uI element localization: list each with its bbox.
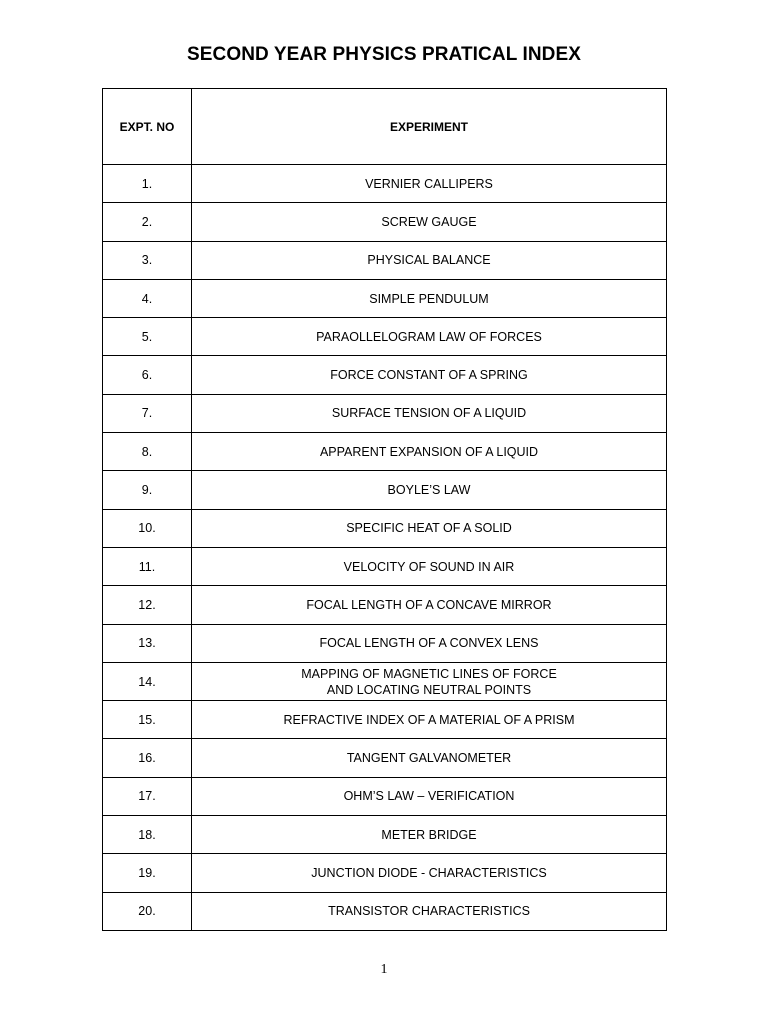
experiment-cell: TANGENT GALVANOMETER xyxy=(192,739,667,777)
table-row xyxy=(103,701,667,739)
expt-no-cell: 2. xyxy=(103,203,192,241)
expt-no-cell: 8. xyxy=(103,433,192,471)
document-title: SECOND YEAR PHYSICS PRATICAL INDEX xyxy=(186,44,582,65)
table-row xyxy=(103,854,667,892)
table-header-row xyxy=(103,89,667,165)
table-row xyxy=(103,816,667,854)
experiment-cell: PHYSICAL BALANCE xyxy=(192,241,667,279)
expt-no-cell: 7. xyxy=(103,394,192,432)
expt-no-cell: 11. xyxy=(103,547,192,585)
experiment-cell: REFRACTIVE INDEX OF A MATERIAL OF A PRISM xyxy=(192,701,667,739)
table-row xyxy=(103,509,667,547)
expt-no-cell: 17. xyxy=(103,777,192,815)
expt-no-cell: 19. xyxy=(103,854,192,892)
table-row xyxy=(103,394,667,432)
table-row xyxy=(103,165,667,203)
table-row xyxy=(103,356,667,394)
expt-no-cell: 3. xyxy=(103,241,192,279)
table-row xyxy=(103,471,667,509)
experiment-cell: VELOCITY OF SOUND IN AIR xyxy=(192,547,667,585)
header-experiment: EXPERIMENT xyxy=(192,89,667,165)
experiment-cell: SPECIFIC HEAT OF A SOLID xyxy=(192,509,667,547)
table-row xyxy=(103,892,667,930)
experiment-cell: FOCAL LENGTH OF A CONCAVE MIRROR xyxy=(192,586,667,624)
experiment-cell: VERNIER CALLIPERS xyxy=(192,165,667,203)
experiment-cell: FOCAL LENGTH OF A CONVEX LENS xyxy=(192,624,667,662)
table-row xyxy=(103,318,667,356)
expt-no-cell: 9. xyxy=(103,471,192,509)
experiment-cell: OHM’S LAW – VERIFICATION xyxy=(192,777,667,815)
experiment-cell: SIMPLE PENDULUM xyxy=(192,279,667,317)
experiment-cell: FORCE CONSTANT OF A SPRING xyxy=(192,356,667,394)
experiment-cell: PARAOLLELOGRAM LAW OF FORCES xyxy=(192,318,667,356)
expt-no-cell: 14. xyxy=(103,662,192,700)
expt-no-cell: 15. xyxy=(103,701,192,739)
experiment-cell: METER BRIDGE xyxy=(192,816,667,854)
expt-no-cell: 16. xyxy=(103,739,192,777)
table-row xyxy=(103,241,667,279)
table-row xyxy=(103,433,667,471)
table-row xyxy=(103,279,667,317)
experiment-cell: APPARENT EXPANSION OF A LIQUID xyxy=(192,433,667,471)
table-row xyxy=(103,547,667,585)
expt-no-cell: 5. xyxy=(103,318,192,356)
experiment-cell: TRANSISTOR CHARACTERISTICS xyxy=(192,892,667,930)
header-expt-no: EXPT. NO xyxy=(103,89,192,165)
table-row xyxy=(103,586,667,624)
table-row xyxy=(103,777,667,815)
expt-no-cell: 1. xyxy=(103,165,192,203)
table-row xyxy=(103,739,667,777)
table-row xyxy=(103,662,667,700)
table-row xyxy=(103,203,667,241)
practical-index-table xyxy=(102,88,667,931)
experiment-cell: BOYLE’S LAW xyxy=(192,471,667,509)
table-row xyxy=(103,624,667,662)
expt-no-cell: 13. xyxy=(103,624,192,662)
expt-no-cell: 6. xyxy=(103,356,192,394)
expt-no-cell: 10. xyxy=(103,509,192,547)
page-number: 1 xyxy=(380,962,388,977)
expt-no-cell: 20. xyxy=(103,892,192,930)
experiment-cell: MAPPING OF MAGNETIC LINES OF FORCE AND LOCATING NEUTRAL POINTS xyxy=(192,662,667,700)
expt-no-cell: 4. xyxy=(103,279,192,317)
experiment-cell: SCREW GAUGE xyxy=(192,203,667,241)
experiment-cell: SURFACE TENSION OF A LIQUID xyxy=(192,394,667,432)
expt-no-cell: 18. xyxy=(103,816,192,854)
experiment-cell: JUNCTION DIODE - CHARACTERISTICS xyxy=(192,854,667,892)
expt-no-cell: 12. xyxy=(103,586,192,624)
